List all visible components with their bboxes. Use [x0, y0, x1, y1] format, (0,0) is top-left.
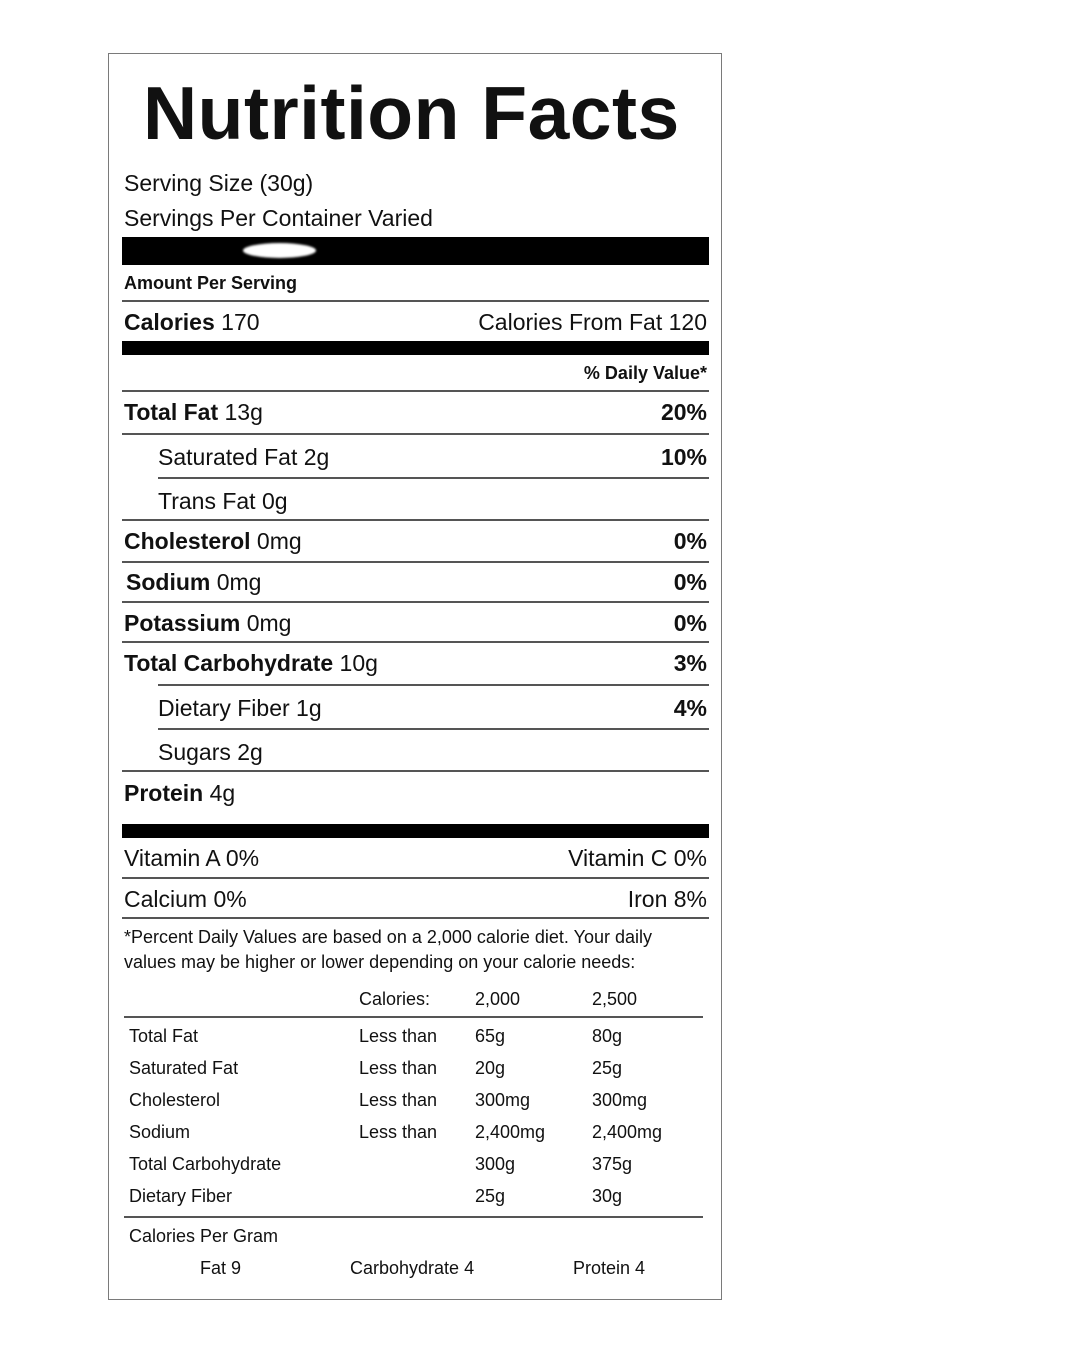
divider — [122, 917, 709, 919]
divider — [122, 433, 709, 435]
table-cell: 300mg — [475, 1090, 531, 1110]
nutrient-amount: 10g — [339, 650, 378, 676]
dv-total-carbohydrate: 3% — [673, 650, 707, 676]
nutrient-name: Protein — [124, 780, 204, 806]
table-header-2000: 2,000 — [475, 989, 521, 1009]
nutrient-name: Sugars — [158, 739, 231, 765]
divider — [122, 770, 709, 772]
footnote-line-1: *Percent Daily Values are based on a 2,000 calorie diet. Your daily — [124, 927, 653, 947]
medium-divider — [122, 341, 709, 355]
nutrient-amount: 2g — [237, 739, 263, 765]
dv-cholesterol: 0% — [673, 528, 707, 554]
divider — [124, 1016, 703, 1018]
table-cell: 2,400mg — [592, 1122, 663, 1142]
table-cell: 30g — [592, 1186, 623, 1206]
nutrient-sodium — [126, 568, 261, 596]
divider — [122, 519, 709, 521]
table-cell: Saturated Fat — [129, 1058, 239, 1078]
nutrient-name: Potassium — [124, 610, 241, 636]
nutrient-amount: 0g — [261, 488, 288, 514]
footnote-line-2: values may be higher or lower depending on your calorie needs: — [124, 952, 636, 972]
dv-saturated-fat: 10% — [660, 444, 707, 470]
highlight-oval — [243, 243, 316, 258]
nutrient-potassium — [124, 609, 291, 637]
dv-sodium: 0% — [673, 569, 707, 595]
dv-dietary-fiber: 4% — [673, 695, 707, 721]
table-cell: Cholesterol — [129, 1090, 221, 1110]
nutrient-name: Dietary Fiber — [158, 695, 290, 721]
calories-per-gram-protein: Protein 4 — [573, 1258, 646, 1278]
table-cell: Less than — [359, 1122, 438, 1142]
table-cell: 300mg — [592, 1090, 648, 1110]
table-cell: Less than — [359, 1058, 438, 1078]
table-header-2500: 2,500 — [592, 989, 638, 1009]
medium-divider — [122, 824, 709, 838]
vitamin-c: Vitamin C 0% — [568, 845, 707, 871]
calories-per-gram-carbohydrate: Carbohydrate 4 — [350, 1258, 475, 1278]
divider — [122, 561, 709, 563]
calories-per-gram-label: Calories Per Gram — [129, 1226, 279, 1246]
table-cell: Less than — [359, 1090, 438, 1110]
table-cell: 25g — [592, 1058, 623, 1078]
calories-per-gram-fat: Fat 9 — [200, 1258, 242, 1278]
calories-value: 170 — [221, 309, 260, 335]
daily-value-header: % Daily Value* — [583, 363, 707, 383]
label-title: Nutrition Facts — [143, 71, 680, 155]
nutrient-trans-fat — [158, 487, 288, 515]
table-cell: 20g — [475, 1058, 506, 1078]
table-cell: 25g — [475, 1186, 506, 1206]
nutrient-total-carbohydrate — [124, 649, 378, 677]
table-cell: Less than — [359, 1026, 438, 1046]
table-cell: Total Fat — [129, 1026, 199, 1046]
nutrient-name: Saturated Fat — [158, 444, 298, 470]
table-cell: 375g — [592, 1154, 633, 1174]
serving-size: Serving Size (30g) — [124, 170, 314, 196]
nutrient-amount: 1g — [296, 695, 322, 721]
nutrient-amount: 13g — [224, 399, 263, 425]
divider — [158, 684, 709, 686]
nutrient-name: Cholesterol — [124, 528, 251, 554]
nutrient-amount: 0mg — [246, 610, 292, 636]
table-cell: 80g — [592, 1026, 623, 1046]
table-cell: 65g — [475, 1026, 506, 1046]
calcium: Calcium 0% — [124, 886, 247, 912]
dv-total-fat: 20% — [660, 399, 707, 425]
dv-potassium: 0% — [673, 610, 707, 636]
thick-divider — [122, 237, 709, 265]
divider — [124, 1216, 703, 1218]
servings-per-container: Servings Per Container Varied — [124, 205, 433, 231]
iron: Iron 8% — [627, 886, 707, 912]
nutrient-sugars — [158, 738, 263, 766]
calories-label: Calories — [124, 309, 215, 335]
divider — [122, 390, 709, 392]
calories-row — [124, 308, 260, 336]
nutrient-amount: 2g — [303, 444, 330, 470]
nutrient-name: Total Carbohydrate — [124, 650, 334, 676]
amount-per-serving: Amount Per Serving — [124, 273, 298, 293]
divider — [122, 300, 709, 302]
table-cell: Total Carbohydrate — [129, 1154, 282, 1174]
nutrient-name: Sodium — [126, 569, 211, 595]
nutrient-amount: 0mg — [216, 569, 262, 595]
nutrient-amount: 0mg — [256, 528, 302, 554]
divider — [158, 477, 709, 479]
nutrient-saturated-fat — [158, 443, 329, 471]
divider — [122, 877, 709, 879]
nutrient-amount: 4g — [209, 780, 236, 806]
nutrient-dietary-fiber — [158, 694, 322, 722]
nutrient-total-fat — [124, 398, 263, 426]
divider — [122, 601, 709, 603]
nutrient-cholesterol — [124, 527, 302, 555]
table-header-calories: Calories: — [359, 989, 431, 1009]
nutrient-name: Total Fat — [124, 399, 219, 425]
calories-from-fat: Calories From Fat 120 — [478, 309, 707, 335]
table-cell: 2,400mg — [475, 1122, 546, 1142]
nutrient-protein — [124, 779, 235, 807]
nutrient-name: Trans Fat — [158, 488, 256, 514]
table-cell: Sodium — [129, 1122, 191, 1142]
divider — [122, 641, 709, 643]
table-cell: 300g — [475, 1154, 516, 1174]
vitamin-a: Vitamin A 0% — [124, 845, 260, 871]
table-cell: Dietary Fiber — [129, 1186, 233, 1206]
divider — [158, 728, 709, 730]
